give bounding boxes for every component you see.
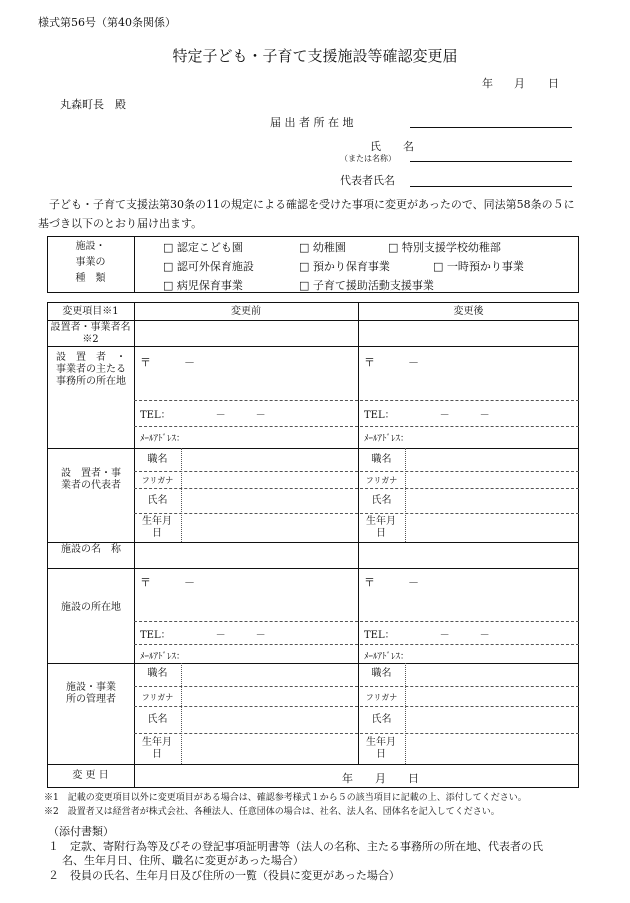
row-facility-name-label: 施設の名 称 <box>61 544 121 555</box>
date-month-label: 月 <box>514 77 525 90</box>
facility-mail-before[interactable]: ﾒｰﾙｱﾄﾞﾚｽ： <box>140 652 186 662</box>
applicant-address-field[interactable] <box>410 127 572 128</box>
applicant-name-sublabel: （または名称） <box>340 154 396 163</box>
founder-mail-before[interactable]: ﾒｰﾙｱﾄﾞﾚｽ： <box>140 434 186 444</box>
rep-job-label-before: 職名 <box>147 454 168 465</box>
founder-name-before[interactable] <box>136 322 356 344</box>
mgr-furigana-label-before: フリガナ <box>141 693 174 702</box>
rep-name-label-before: 氏名 <box>147 495 168 506</box>
checkbox-special-school[interactable]: □ 特別支援学校幼稚部 <box>388 241 501 254</box>
form-number: 様式第56号（第40条関係） <box>38 16 176 29</box>
note-2: ※2 設置者又は経営者が株式会社、各種法人、任意団体の場合は、社名、法人名、団体名を記入してください。 <box>44 807 500 817</box>
row-change-date-label: 変 更 日 <box>72 770 109 781</box>
attachment-item-1: １ 定款、寄附行為等及びその登記事項証明書等（法人の名称、主たる事務所の所在地、代表者の氏 <box>48 840 543 853</box>
attachments-title: （添付書類） <box>48 825 114 838</box>
header-after: 変更後 <box>453 306 484 317</box>
representative-label: 代表者氏名 <box>340 174 395 187</box>
checkbox-extended-care[interactable]: □ 預かり保育事業 <box>299 260 390 273</box>
row-founder-name-label: 設置者・事業者名※2 <box>50 322 131 345</box>
mgr-birth-label-after: 生年月日 <box>366 737 396 760</box>
founder-mail-after[interactable]: ﾒｰﾙｱﾄﾞﾚｽ： <box>364 434 410 444</box>
checkbox-kodomoen[interactable]: □ 認定こども園 <box>163 241 243 254</box>
facility-type-label-2: 事業の <box>75 257 106 268</box>
applicant-name-label: 氏 名 <box>370 140 414 153</box>
page-title: 特定子ども・子育て支援施設等確認変更届 <box>172 47 458 65</box>
rep-birth-label-before: 生年月日 <box>142 516 172 539</box>
checkbox-family-support[interactable]: □ 子育て援助活動支援事業 <box>299 279 434 292</box>
header-before: 変更前 <box>231 306 261 317</box>
rep-birth-label-after: 生年月日 <box>366 516 396 539</box>
representative-field[interactable] <box>410 186 572 187</box>
mgr-name-label-before: 氏名 <box>147 714 168 725</box>
facility-tel-before[interactable]: TEL： － － <box>140 630 266 641</box>
note-1: ※1 記載の変更項目以外に変更項目がある場合は、確認参考様式１から５の該当項目に記載の上、添付してください。 <box>44 793 527 803</box>
mgr-furigana-label-after: フリガナ <box>365 693 398 702</box>
row-founder-rep-label: 設 置者・事業者の代表者 <box>61 468 121 491</box>
mgr-job-label-before: 職名 <box>147 668 168 679</box>
facility-mail-after[interactable]: ﾒｰﾙｱﾄﾞﾚｽ： <box>364 652 410 662</box>
date-year-label: 年 <box>482 77 493 90</box>
mgr-name-label-after: 氏名 <box>371 714 392 725</box>
mgr-job-label-after: 職名 <box>371 668 392 679</box>
facility-name-before[interactable] <box>136 544 356 566</box>
checkbox-unlicensed-nursery[interactable]: □ 認可外保育施設 <box>163 260 254 273</box>
applicant-address-label: 届 出 者 所 在 地 <box>270 116 354 129</box>
applicant-name-field[interactable] <box>410 161 572 162</box>
date-day-label: 日 <box>548 77 559 90</box>
facility-name-after[interactable] <box>360 544 577 566</box>
intro-text: 子ども・子育て支援法第30条の11の規定による確認を受けた事項に変更があったので、同法第58条の５に基づき以下のとおり届け出ます。 <box>38 198 575 230</box>
facility-postal-before[interactable]: 〒 － <box>140 576 195 589</box>
founder-postal-after[interactable]: 〒 － <box>364 356 419 369</box>
founder-tel-after[interactable]: TEL： － － <box>364 410 490 421</box>
checkbox-sick-child-care[interactable]: □ 病児保育事業 <box>163 279 243 292</box>
rep-furigana-label-before: フリガナ <box>141 476 174 485</box>
row-founder-office-label: 設 置 者 ・事業者の主たる事務所の所在地 <box>56 352 126 387</box>
row-facility-addr-label: 施設の所在地 <box>61 602 121 613</box>
facility-type-label-3: 種 類 <box>75 273 106 284</box>
attachment-item-1-cont: 名、生年月日、住所、職名に変更があった場合） <box>62 854 304 867</box>
rep-furigana-label-after: フリガナ <box>365 476 398 485</box>
founder-postal-before[interactable]: 〒 － <box>140 356 195 369</box>
facility-postal-after[interactable]: 〒 － <box>364 576 419 589</box>
change-date-value[interactable]: 年 月 日 <box>342 772 419 785</box>
mgr-birth-label-before: 生年月日 <box>142 737 172 760</box>
row-manager-label: 施設・事業所の管理者 <box>66 682 116 705</box>
checkbox-youchien[interactable]: □ 幼稚園 <box>299 241 346 254</box>
facility-type-label-1: 施設・ <box>75 241 106 252</box>
founder-tel-before[interactable]: TEL： － － <box>140 410 266 421</box>
addressee: 丸森町長 殿 <box>60 98 126 111</box>
rep-job-label-after: 職名 <box>371 454 392 465</box>
header-change-item: 変更項目※1 <box>62 306 119 317</box>
checkbox-temporary-care[interactable]: □ 一時預かり事業 <box>433 260 524 273</box>
founder-name-after[interactable] <box>360 322 577 344</box>
facility-tel-after[interactable]: TEL： － － <box>364 630 490 641</box>
rep-name-label-after: 氏名 <box>371 495 392 506</box>
attachment-item-2: ２ 役員の氏名、生年月日及び住所の一覧（役員に変更があった場合） <box>48 869 400 882</box>
